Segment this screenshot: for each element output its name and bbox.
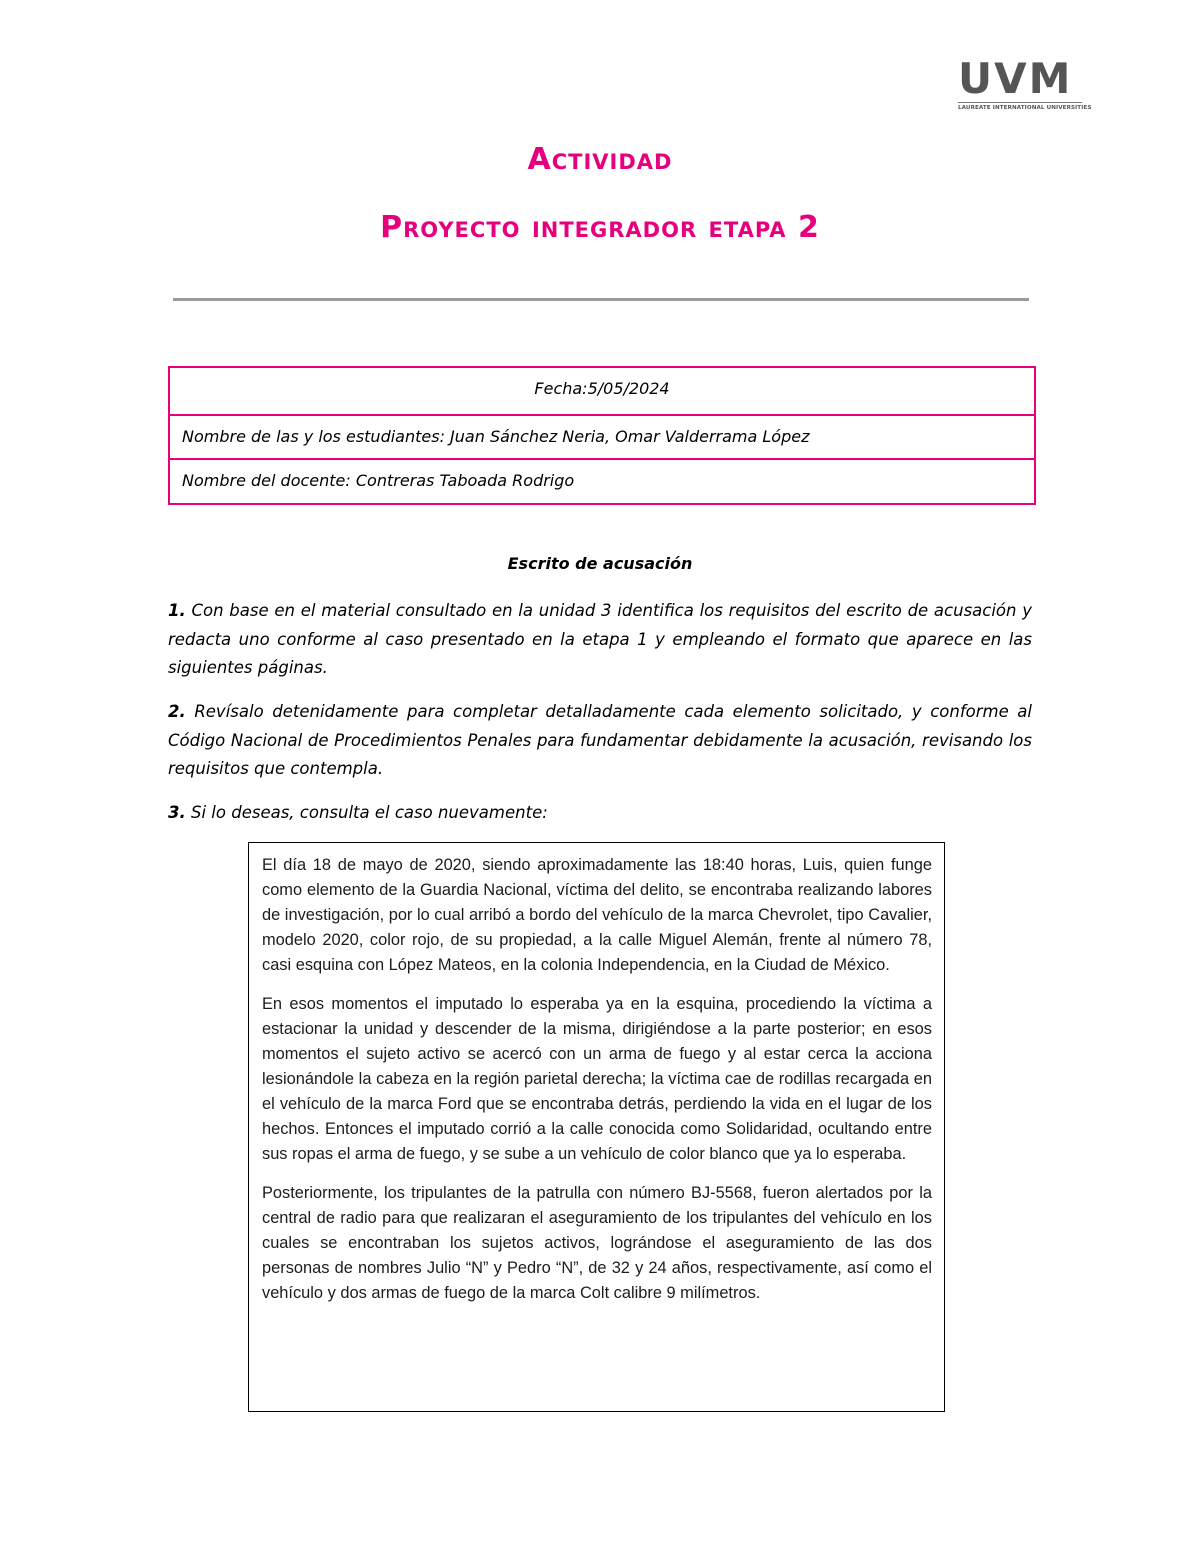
- case-description-box: [248, 842, 945, 1412]
- instruction-3: [168, 799, 1032, 828]
- instruction-text: Si lo deseas, consulta el caso nuevamente:: [185, 803, 548, 822]
- logo-tagline: LAUREATE INTERNATIONAL UNIVERSITIES: [958, 102, 1082, 111]
- students-row: Nombre de las y los estudiantes: Juan Sánchez Neria, Omar Valderrama López: [170, 414, 1034, 458]
- case-paragraph: Posteriormente, los tripulantes de la patrulla con número BJ-5568, fueron alertados por la central de radio para que realizaran el aseguramiento de los tripulantes del vehículo en los cuales se encontraban los sujetos activos, lográndose el aseguramiento de las dos personas de nombres Julio “N” y Pedro “N”, de 32 y 24 años, respectivamente, así como el vehículo y dos armas de fuego de la marca Colt calibre 9 milímetros.: [262, 1184, 932, 1302]
- date-row: Fecha:5/05/2024: [534, 379, 670, 398]
- case-paragraph: En esos momentos el imputado lo esperaba ya en la esquina, procediendo la víctima a estacionar la unidad y descender de la misma, dirigiéndose a la parte posterior; en esos momentos el sujeto activo se acercó con un arma de fuego y al estar cerca la acciona lesionándole la cabeza en la región parietal derecha; la víctima cae de rodillas recargada en el vehículo de la marca Ford que se encontraba detrás, perdiendo la vida en el lugar de los hechos. Entonces el imputado corrió a la calle conocida como Solidaridad, ocultando entre sus ropas el arma de fuego, y se sube a un vehículo de color blanco que ya lo esperaba.: [262, 995, 932, 1163]
- instruction-number: 2.: [168, 702, 186, 721]
- instruction-2: [168, 698, 1032, 784]
- case-paragraph: El día 18 de mayo de 2020, siendo aproximadamente las 18:40 horas, Luis, quien funge como elemento de la Guardia Nacional, víctima del delito, se encontraba realizando labores de investigación, por lo cual arribó a bordo del vehículo de la marca Chevrolet, tipo Cavalier, modelo 2020, color rojo, de su propiedad, a la calle Miguel Alemán, frente al número 78, casi esquina con López Mateos, en la colonia Independencia, en la Ciudad de México.: [262, 856, 932, 974]
- teacher-row: Nombre del docente: Contreras Taboada Rodrigo: [170, 458, 1034, 503]
- document-title: Actividad: [527, 142, 673, 177]
- uvm-logo: [958, 54, 1092, 111]
- instruction-number: 3.: [168, 803, 186, 822]
- section-title: Escrito de acusación: [507, 554, 693, 573]
- instruction-text: Con base en el material consultado en la unidad 3 identifica los requisitos del escrito de acusación y redacta uno conforme al caso presentado en la etapa 1 y empleando el formato que aparece en las siguientes páginas.: [168, 601, 1032, 677]
- header-divider: [173, 298, 1029, 301]
- instruction-text: Revísalo detenidamente para completar detalladamente cada elemento solicitado, y conforme al Código Nacional de Procedimientos Penales para fundamentar debidamente la acusación, revisando los requisitos que contempla.: [168, 702, 1032, 778]
- logo-text: UVM: [958, 54, 1073, 103]
- instruction-1: [168, 597, 1032, 683]
- instruction-number: 1.: [168, 601, 186, 620]
- document-subtitle: Proyecto integrador etapa 2: [380, 210, 820, 245]
- info-table: [168, 366, 1036, 505]
